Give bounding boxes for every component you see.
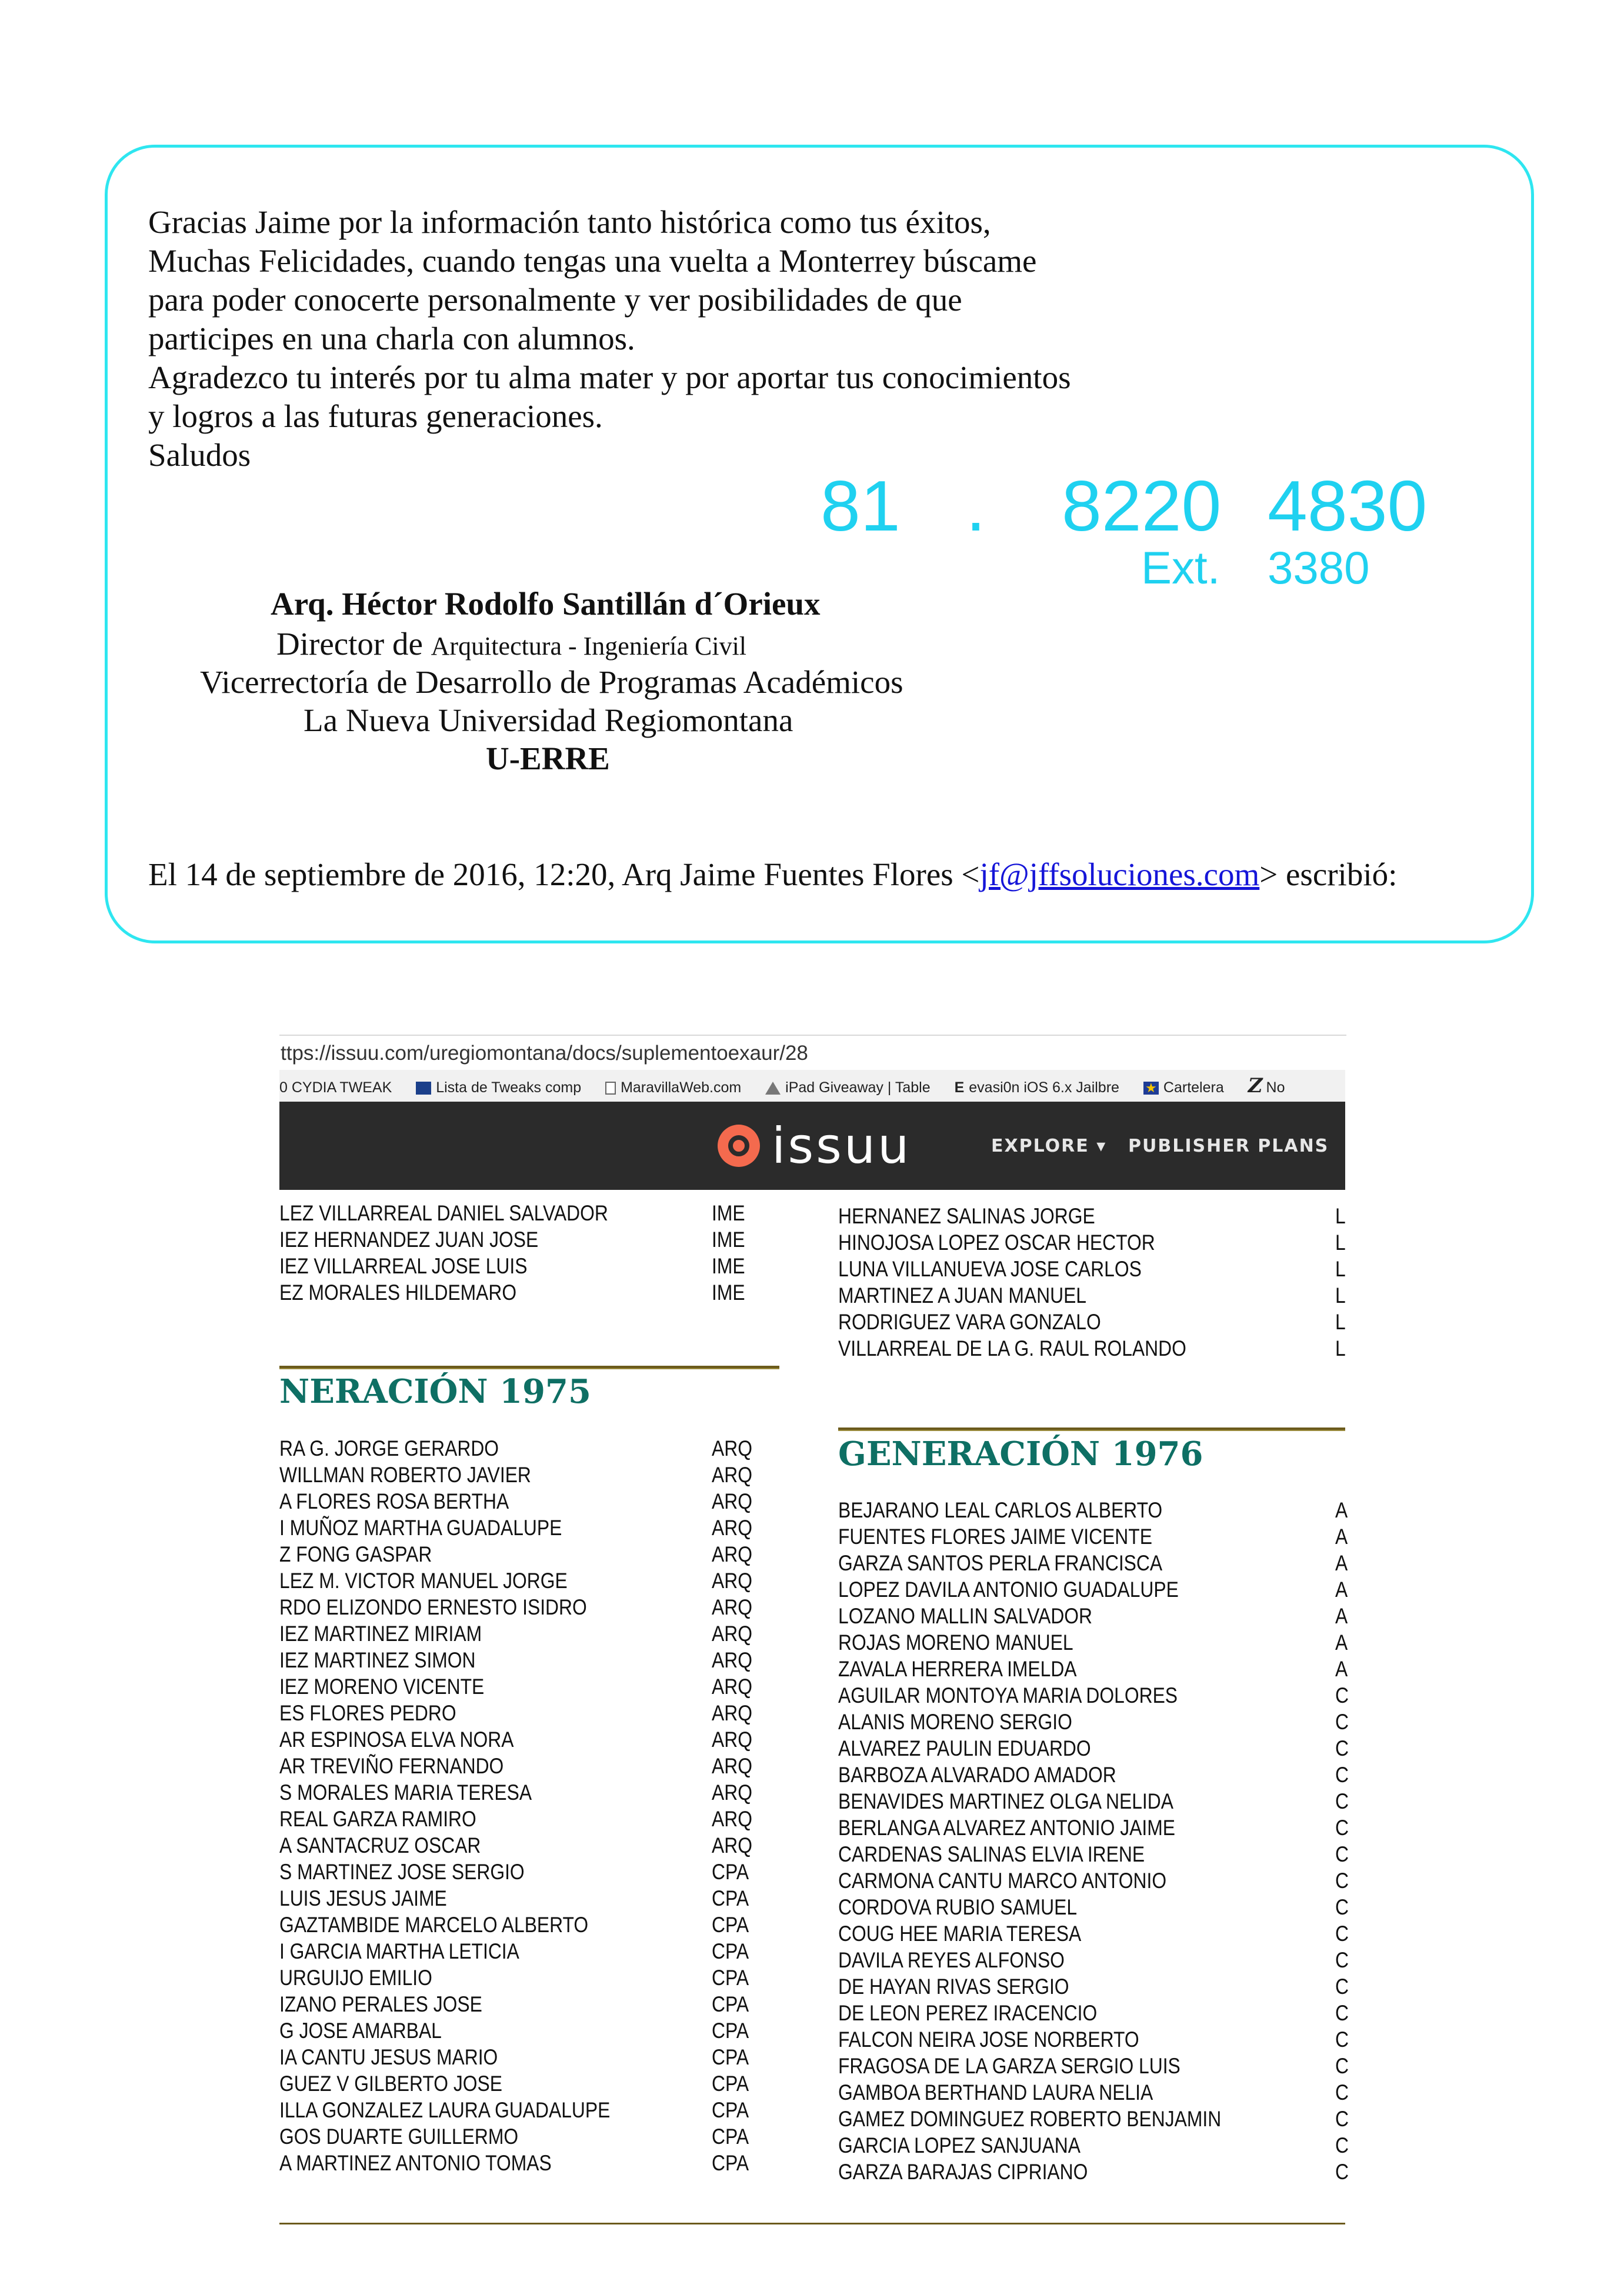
graduate-name: DAVILA REYES ALFONSO — [838, 1948, 1065, 1972]
career-code: CPA — [712, 1992, 749, 2016]
list-item — [838, 1656, 1348, 1682]
graduate-name: IEZ MARTINEZ MIRIAM — [279, 1622, 482, 1646]
list-item — [838, 2132, 1349, 2159]
career-code: C — [1335, 1789, 1349, 1813]
graduate-name: LUNA VILLANUEVA JOSE CARLOS — [838, 1257, 1142, 1281]
divider — [838, 1428, 1345, 1431]
list-item — [838, 2079, 1349, 2106]
graduate-name: CARDENAS SALINAS ELVIA IRENE — [838, 1842, 1145, 1866]
generation-1976-list — [838, 1497, 1349, 2185]
list-item — [838, 2106, 1349, 2132]
list-item — [279, 2017, 779, 2044]
career-code: C — [1335, 1895, 1349, 1919]
graduate-name: LOPEZ DAVILA ANTONIO GUADALUPE — [838, 1577, 1179, 1602]
graduate-name: URGUIJO EMILIO — [279, 1966, 432, 1990]
career-code: ARQ — [712, 1675, 752, 1699]
graduate-name: ILLA GONZALEZ LAURA GUADALUPE — [279, 2098, 611, 2122]
list-item — [279, 1832, 779, 1859]
list-item — [279, 1620, 779, 1647]
list-item — [838, 1335, 1345, 1362]
career-code: IME — [712, 1280, 745, 1305]
career-code: ARQ — [712, 1542, 752, 1566]
list-item — [838, 1603, 1348, 1629]
body-line: Saludos — [148, 437, 251, 473]
career-code: ARQ — [712, 1780, 752, 1805]
career-code: IME — [712, 1228, 745, 1252]
graduate-name: RDO ELIZONDO ERNESTO ISIDRO — [279, 1595, 587, 1619]
career-code: ARQ — [712, 1648, 752, 1672]
graduate-name: IEZ VILLARREAL JOSE LUIS — [279, 1254, 528, 1278]
list-item — [279, 1253, 779, 1279]
career-code: C — [1335, 2080, 1349, 2104]
graduate-name: GARZA SANTOS PERLA FRANCISCA — [838, 1551, 1163, 1575]
career-code: C — [1335, 1763, 1349, 1787]
career-code: IME — [712, 1254, 745, 1278]
list-item — [838, 1762, 1349, 1788]
body-line: para poder conocerte personalmente y ver posibilidades de que — [148, 282, 962, 318]
graduate-name: I MUÑOZ MARTHA GUADALUPE — [279, 1516, 562, 1540]
career-code: ARQ — [712, 1595, 752, 1619]
generation-1976-heading: GENERACIÓN 1976 — [838, 1435, 1203, 1473]
career-code: ARQ — [712, 1436, 752, 1460]
quote-email-link[interactable]: jf@jffsoluciones.com — [979, 856, 1260, 892]
graduate-name: GAZTAMBIDE MARCELO ALBERTO — [279, 1913, 589, 1937]
list-item — [279, 1779, 779, 1806]
graduate-name: A MARTINEZ ANTONIO TOMAS — [279, 2151, 552, 2175]
career-code: A — [1335, 1525, 1348, 1549]
graduate-name: BENAVIDES MARTINEZ OLGA NELIDA — [838, 1789, 1173, 1813]
graduate-name: ES FLORES PEDRO — [279, 1701, 456, 1725]
career-code: CPA — [712, 1860, 749, 1884]
list-item — [838, 1894, 1349, 1920]
list-item — [838, 2053, 1349, 2079]
list-item — [279, 1912, 779, 1938]
list-item — [279, 1673, 779, 1700]
career-code: C — [1335, 2027, 1349, 2052]
graduate-name: ALANIS MORENO SERGIO — [838, 1710, 1072, 1734]
career-code: CPA — [712, 2045, 749, 2069]
bookmark-evasi0n[interactable]: E evasi0n iOS 6.x Jailbre — [954, 1079, 1119, 1096]
graduate-name: BERLANGA ALVAREZ ANTONIO JAIME — [838, 1816, 1175, 1840]
graduate-name: IEZ HERNANDEZ JUAN JOSE — [279, 1228, 539, 1252]
list-item — [838, 2159, 1349, 2185]
graduate-name: FRAGOSA DE LA GARZA SERGIO LUIS — [838, 2054, 1181, 2078]
bookmark-cydia[interactable]: 0 CYDIA TWEAK — [279, 1079, 392, 1096]
graduate-name: A FLORES ROSA BERTHA — [279, 1489, 509, 1513]
graduate-name: CARMONA CANTU MARCO ANTONIO — [838, 1869, 1167, 1893]
list-item — [279, 1488, 779, 1515]
list-item — [279, 1226, 779, 1253]
career-code: C — [1335, 1975, 1349, 1999]
graduate-name: RODRIGUEZ VARA GONZALO — [838, 1310, 1101, 1334]
e-icon: E — [954, 1079, 965, 1096]
career-code: A — [1335, 1657, 1348, 1681]
career-code: A — [1335, 1630, 1348, 1655]
right-top-list — [838, 1203, 1345, 1362]
graduate-name: FALCON NEIRA JOSE NORBERTO — [838, 2027, 1139, 2052]
bookmark-ipad[interactable]: iPad Giveaway | Table — [765, 1072, 930, 1103]
list-item — [279, 1806, 779, 1832]
list-item — [838, 1815, 1349, 1841]
phone-dot: . — [966, 466, 986, 546]
list-item — [279, 2150, 779, 2176]
graduate-name: Z FONG GASPAR — [279, 1542, 432, 1566]
list-item — [838, 1841, 1349, 1867]
graduate-name: GARCIA LOPEZ SANJUANA — [838, 2133, 1081, 2157]
signature-dept: Vicerrectoría de Desarrollo de Programas Académicos — [200, 664, 903, 700]
career-code: C — [1335, 2054, 1349, 2078]
list-item — [838, 1788, 1349, 1815]
graduate-name: S MARTINEZ JOSE SERGIO — [279, 1860, 525, 1884]
graduate-name: LEZ VILLARREAL DANIEL SALVADOR — [279, 1201, 608, 1225]
list-item — [838, 1709, 1349, 1735]
list-item — [838, 1523, 1348, 1550]
graduate-name: REAL GARZA RAMIRO — [279, 1807, 476, 1831]
bottom-rule — [279, 2223, 1345, 2224]
graduate-name: IA CANTU JESUS MARIO — [279, 2045, 498, 2069]
career-code: L — [1335, 1230, 1346, 1255]
left-top-list — [279, 1200, 779, 1306]
career-code: CPA — [712, 1939, 749, 1963]
career-code: ARQ — [712, 1516, 752, 1540]
career-code: C — [1335, 2107, 1349, 2131]
career-code: ARQ — [712, 1622, 752, 1646]
list-item — [838, 1947, 1349, 1973]
graduate-name: CORDOVA RUBIO SAMUEL — [838, 1895, 1078, 1919]
bookmarks-bar — [279, 1070, 1345, 1102]
address-bar[interactable]: ttps://issuu.com/uregiomontana/docs/suplementoexaur/28 — [279, 1035, 1346, 1071]
career-code: C — [1335, 1842, 1349, 1866]
graduate-name: RA G. JORGE GERARDO — [279, 1436, 499, 1460]
career-code: C — [1335, 1683, 1349, 1707]
list-item — [838, 1920, 1349, 1947]
list-item — [279, 1753, 779, 1779]
career-code: ARQ — [712, 1463, 752, 1487]
list-item — [279, 1859, 779, 1885]
career-code: A — [1335, 1498, 1348, 1522]
career-code: L — [1335, 1336, 1346, 1360]
triangle-icon — [765, 1082, 781, 1095]
career-code: C — [1335, 2160, 1349, 2184]
graduate-name: HINOJOSA LOPEZ OSCAR HECTOR — [838, 1230, 1155, 1255]
career-code: A — [1335, 1577, 1348, 1602]
list-item — [279, 1462, 779, 1488]
list-item — [279, 1965, 779, 1991]
graduate-name: G JOSE AMARBAL — [279, 2019, 442, 2043]
list-item — [838, 1497, 1348, 1523]
career-code: CPA — [712, 1913, 749, 1937]
graduate-name: ALVAREZ PAULIN EDUARDO — [838, 1736, 1091, 1760]
list-item — [838, 1973, 1349, 2000]
career-code: C — [1335, 1922, 1349, 1946]
list-item — [279, 1567, 779, 1594]
graduate-name: EZ MORALES HILDEMARO — [279, 1280, 517, 1305]
career-code: A — [1335, 1551, 1348, 1575]
career-code: ARQ — [712, 1754, 752, 1778]
graduate-name: A SANTACRUZ OSCAR — [279, 1833, 481, 1857]
list-item — [838, 1203, 1345, 1229]
graduate-name: GOS DUARTE GUILLERMO — [279, 2124, 519, 2149]
phone-ext: 3380 — [1268, 542, 1370, 593]
generation-1975-heading: NERACIÓN 1975 — [279, 1372, 591, 1411]
list-item — [279, 2070, 779, 2097]
list-item — [838, 1867, 1349, 1894]
graduate-name: GAMBOA BERTHAND LAURA NELIA — [838, 2080, 1153, 2104]
graduate-name: IZANO PERALES JOSE — [279, 1992, 482, 2016]
body-line: participes en una charla con alumnos. — [148, 321, 635, 356]
list-item — [279, 1726, 779, 1753]
career-code: ARQ — [712, 1569, 752, 1593]
list-item — [279, 2123, 779, 2150]
graduate-name: VILLARREAL DE LA G. RAUL ROLANDO — [838, 1336, 1186, 1360]
bookmark-maravilla[interactable]: MaravillaWeb.com — [605, 1072, 741, 1103]
graduate-name: IEZ MORENO VICENTE — [279, 1675, 485, 1699]
page-icon — [416, 1082, 431, 1095]
list-item — [279, 1647, 779, 1673]
graduate-name: HERNANEZ SALINAS JORGE — [838, 1204, 1095, 1228]
graduate-name: BEJARANO LEAL CARLOS ALBERTO — [838, 1498, 1163, 1522]
list-item — [838, 2026, 1349, 2053]
body-line: Agradezco tu interés por tu alma mater y por aportar tus conocimientos — [148, 359, 1071, 395]
career-code: ARQ — [712, 1701, 752, 1725]
career-code: CPA — [712, 1886, 749, 1910]
graduate-name: ZAVALA HERRERA IMELDA — [838, 1657, 1077, 1681]
phone-area: 81 — [821, 466, 901, 546]
nav-explore[interactable]: EXPLORE ▾ — [991, 1136, 1107, 1156]
career-code: ARQ — [712, 1807, 752, 1831]
list-item — [838, 1550, 1348, 1576]
graduate-name: S MORALES MARIA TERESA — [279, 1780, 532, 1805]
signature-title-b: Arquitectura - Ingeniería Civil — [431, 632, 747, 661]
career-code: L — [1335, 1310, 1346, 1334]
graduate-name: AR TREVIÑO FERNANDO — [279, 1754, 504, 1778]
graduate-name: DE HAYAN RIVAS SERGIO — [838, 1975, 1069, 1999]
signature-university: La Nueva Universidad Regiomontana — [304, 702, 793, 738]
graduate-name: FUENTES FLORES JAIME VICENTE — [838, 1525, 1152, 1549]
issuu-navbar — [279, 1102, 1345, 1190]
body-line: y logros a las futuras generaciones. — [148, 398, 603, 434]
graduate-name: BARBOZA ALVARADO AMADOR — [838, 1763, 1116, 1787]
career-code: C — [1335, 1816, 1349, 1840]
graduate-name: MARTINEZ A JUAN MANUEL — [838, 1283, 1086, 1308]
signature-name: Arq. Héctor Rodolfo Santillán d´Orieux — [271, 586, 821, 622]
list-item — [279, 1991, 779, 2017]
career-code: A — [1335, 1604, 1348, 1628]
z-icon: Z — [1248, 1074, 1263, 1098]
signature-title — [276, 625, 746, 662]
career-code: CPA — [712, 1966, 749, 1990]
list-item — [838, 1309, 1345, 1335]
career-code: C — [1335, 1948, 1349, 1972]
list-item — [279, 1200, 779, 1226]
career-code: CPA — [712, 2072, 749, 2096]
list-item — [838, 1282, 1345, 1309]
issuu-screenshot — [279, 1032, 1349, 2226]
list-item — [279, 1700, 779, 1726]
divider — [279, 1366, 779, 1369]
career-code: L — [1335, 1283, 1346, 1308]
bookmark-no[interactable]: Z No — [1248, 1074, 1285, 1098]
signature-title-a: Director de — [276, 626, 431, 662]
phone-ext-label: Ext. — [1141, 542, 1220, 593]
nav-publisher-plans[interactable]: PUBLISHER PLANS — [1128, 1136, 1329, 1156]
career-code: L — [1335, 1257, 1346, 1281]
list-item — [838, 1229, 1345, 1256]
graduate-name: ROJAS MORENO MANUEL — [838, 1630, 1073, 1655]
list-item — [838, 1256, 1345, 1282]
issuu-logo-icon — [718, 1125, 760, 1167]
document-icon — [605, 1082, 616, 1095]
career-code: ARQ — [712, 1727, 752, 1752]
list-item — [279, 1541, 779, 1567]
list-item — [838, 1576, 1348, 1603]
graduate-name: AR ESPINOSA ELVA NORA — [279, 1727, 514, 1752]
quote-suffix: > escribió: — [1259, 856, 1398, 892]
career-code: IME — [712, 1201, 745, 1225]
body-line: Gracias Jaime por la información tanto histórica como tus éxitos, — [148, 204, 991, 240]
list-item — [838, 1735, 1349, 1762]
graduate-name: WILLMAN ROBERTO JAVIER — [279, 1463, 531, 1487]
star-icon: ★ — [1143, 1082, 1159, 1095]
graduate-name: COUG HEE MARIA TERESA — [838, 1922, 1082, 1946]
phone-part1: 8220 — [1062, 466, 1222, 546]
graduate-name: DE LEON PEREZ IRACENCIO — [838, 2001, 1098, 2025]
list-item — [838, 1682, 1349, 1709]
list-item — [279, 1594, 779, 1620]
phone-part2: 4830 — [1268, 466, 1428, 546]
list-item — [279, 2097, 779, 2123]
bookmark-cartelera[interactable]: ★ Cartelera — [1143, 1072, 1224, 1103]
career-code: ARQ — [712, 1489, 752, 1513]
graduate-name: I GARCIA MARTHA LETICIA — [279, 1939, 519, 1963]
career-code: CPA — [712, 2151, 749, 2175]
list-item — [279, 1885, 779, 1912]
graduate-name: GARZA BARAJAS CIPRIANO — [838, 2160, 1088, 2184]
career-code: CPA — [712, 2098, 749, 2122]
graduate-name: LEZ M. VICTOR MANUEL JORGE — [279, 1569, 568, 1593]
signature-short: U-ERRE — [486, 741, 610, 776]
list-item — [279, 1279, 779, 1306]
quote-prefix: El 14 de septiembre de 2016, 12:20, Arq Jaime Fuentes Flores < — [148, 856, 980, 892]
list-item — [279, 1938, 779, 1965]
career-code: L — [1335, 1204, 1346, 1228]
graduate-name: IEZ MARTINEZ SIMON — [279, 1648, 476, 1672]
career-code: CPA — [712, 2124, 749, 2149]
graduate-name: GUEZ V GILBERTO JOSE — [279, 2072, 503, 2096]
career-code: C — [1335, 1736, 1349, 1760]
graduate-name: LUIS JESUS JAIME — [279, 1886, 447, 1910]
career-code: CPA — [712, 2019, 749, 2043]
list-item — [838, 1629, 1348, 1656]
generation-1975-list — [279, 1435, 779, 2176]
quote-header — [148, 856, 1397, 893]
graduate-name: GAMEZ DOMINGUEZ ROBERTO BENJAMIN — [838, 2107, 1222, 2131]
career-code: C — [1335, 1710, 1349, 1734]
career-code: C — [1335, 2133, 1349, 2157]
graduate-name: AGUILAR MONTOYA MARIA DOLORES — [838, 1683, 1178, 1707]
career-code: C — [1335, 2001, 1349, 2025]
career-code: C — [1335, 1869, 1349, 1893]
issuu-logo[interactable] — [718, 1117, 912, 1175]
list-item — [279, 1435, 779, 1462]
email-body — [148, 203, 1071, 475]
bookmark-tweaks[interactable]: Lista de Tweaks comp — [416, 1072, 581, 1103]
list-item — [838, 2000, 1349, 2026]
issuu-logo-text: issuu — [772, 1117, 912, 1175]
list-item — [279, 1515, 779, 1541]
body-line: Muchas Felicidades, cuando tengas una vuelta a Monterrey búscame — [148, 243, 1037, 279]
list-item — [279, 2044, 779, 2070]
graduate-name: LOZANO MALLIN SALVADOR — [838, 1604, 1093, 1628]
career-code: ARQ — [712, 1833, 752, 1857]
